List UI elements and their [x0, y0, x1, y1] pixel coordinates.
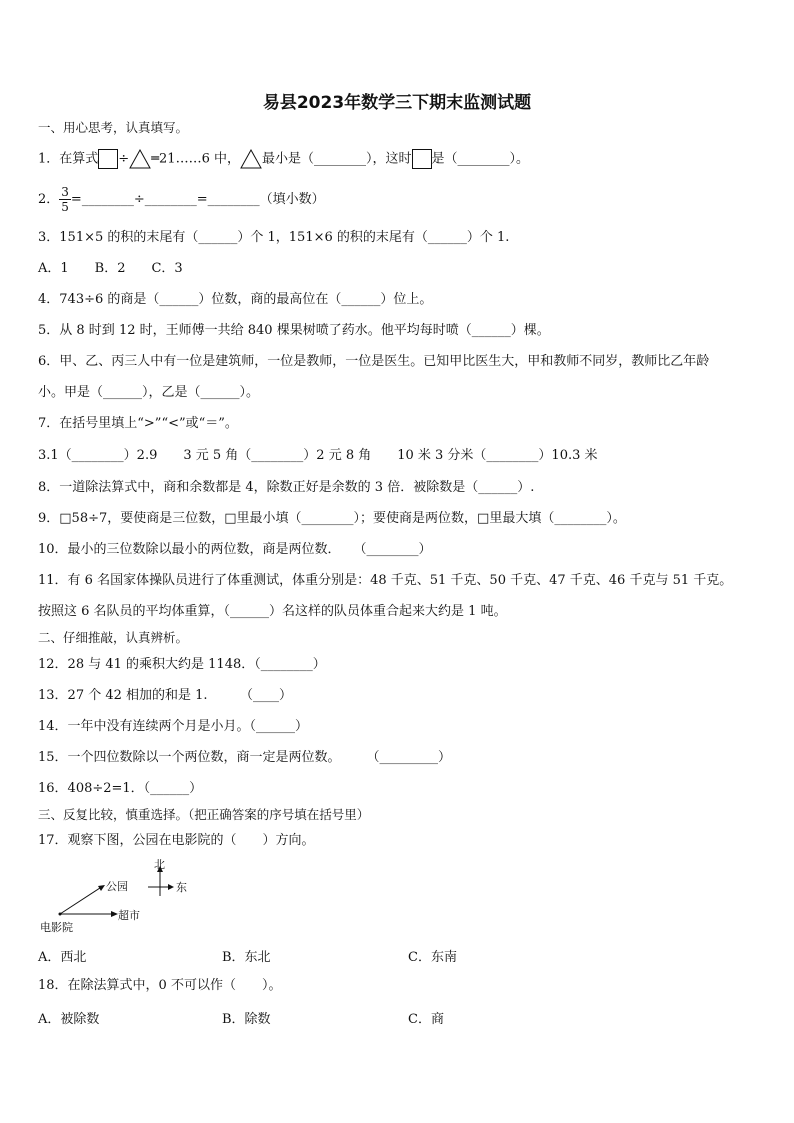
section-heading-2: 二、仔细推敲，认真辨析。	[38, 630, 189, 645]
question-16: 16．408÷2=1．（______）	[38, 781, 203, 796]
square-box-icon	[98, 149, 118, 169]
question-11-line-2: 按照这 6 名队员的平均体重算，（______）名这样的队员体重合起来大约是 1 吨。	[38, 604, 507, 619]
q18-option-b[interactable]: B．除数	[222, 1012, 271, 1027]
cinema-dot	[59, 913, 62, 916]
question-7-items: 3.1（________）2.9 3 元 5 角（________）2 元 8 角 10 米 3 分米（________）10.3 米	[38, 448, 598, 463]
q2-text: =________÷________=________（填小数）	[70, 192, 325, 207]
question-18: 18．在除法算式中，0 不可以作（ ）。	[38, 978, 282, 993]
square-box-icon	[412, 149, 432, 169]
page-title: 易县2023年数学三下期末监测试题	[262, 93, 532, 113]
question-6-line-2: 小。甲是（______），乙是（______）。	[38, 385, 260, 400]
label-park: 公园	[106, 880, 128, 893]
q1-number: 1．	[38, 151, 60, 167]
question-7: 7．在括号里填上“>”“<”或“＝”。	[38, 416, 238, 431]
section-heading-3: 三、反复比较，慎重选择。（把正确答案的序号填在括号里）	[38, 807, 370, 822]
q1-tri-text: 最小是（________），这时	[261, 151, 412, 167]
q17-option-c[interactable]: C．东南	[408, 950, 457, 965]
arrow-icon	[111, 911, 118, 917]
question-10: 10．最小的三位数除以最小的两位数，商是两位数． （________）	[38, 542, 432, 557]
fraction	[59, 185, 71, 214]
q18-option-a[interactable]: A．被除数	[38, 1012, 100, 1027]
question-3: 3．151×5 的积的末尾有（______）个 1，151×6 的积的末尾有（______）个 1.	[38, 230, 510, 245]
question-11-line-1: 11．有 6 名国家体操队员进行了体重测试，体重分别是：48 千克、51 千克、50 千克、47 千克、46 千克与 51 千克。	[38, 573, 733, 588]
section-heading-1: 一、用心思考，认真填写。	[38, 120, 189, 135]
q1-div: ÷	[118, 151, 130, 167]
q17-option-b[interactable]: B．东北	[222, 950, 271, 965]
question-12: 12．28 与 41 的乘积大约是 1148．（________）	[38, 657, 326, 672]
question-3-options: A．1 B．2 C．3	[38, 261, 183, 276]
label-market: 超市	[118, 909, 140, 922]
label-north: 北	[154, 858, 165, 871]
question-15: 15．一个四位数除以一个两位数，商一定是两位数。 （_________）	[38, 750, 452, 765]
question-5: 5．从 8 时到 12 时，王师傅一共给 840 棵果树喷了药水。他平均每时喷（______）棵。	[38, 323, 550, 338]
fraction-numerator: 3	[61, 185, 69, 199]
triangle-icon	[240, 149, 262, 169]
question-14: 14．一年中没有连续两个月是小月。（______）	[38, 719, 309, 734]
q17-option-a[interactable]: A．西北	[38, 950, 87, 965]
question-2	[38, 185, 325, 214]
q1-pre: 在算式	[59, 151, 99, 167]
fraction-denominator: 5	[61, 200, 69, 214]
q18-option-c[interactable]: C．商	[408, 1012, 444, 1027]
question-17: 17．观察下图，公园在电影院的（ ）方向。	[38, 833, 315, 848]
question-4: 4．743÷6 的商是（______）位数，商的最高位在（______）位上。	[38, 292, 433, 307]
question-8: 8．一道除法算式中，商和余数都是 4，除数正好是余数的 3 倍．被除数是（______）.	[38, 480, 535, 495]
direction-diagram-svg	[38, 858, 208, 938]
label-east: 东	[176, 881, 187, 894]
line-to-park	[60, 886, 103, 914]
direction-diagram	[38, 858, 208, 938]
question-6-line-1: 6．甲、乙、丙三人中有一位是建筑师，一位是教师，一位是医生。已知甲比医生大，甲和教师不同岁，教师比乙年龄	[38, 354, 710, 369]
question-1	[38, 149, 529, 169]
triangle-icon	[129, 149, 151, 169]
q1-post: 是（________）。	[431, 151, 530, 167]
q1-mid: ═21……6 中，	[151, 151, 240, 167]
label-cinema: 电影院	[40, 921, 73, 934]
q2-number: 2．	[38, 192, 60, 207]
question-13: 13．27 个 42 相加的和是 1. （____）	[38, 688, 293, 703]
question-9: 9．□58÷7，要使商是三位数，□里最小填（________）；要使商是两位数，□里最大填（________）。	[38, 511, 626, 526]
